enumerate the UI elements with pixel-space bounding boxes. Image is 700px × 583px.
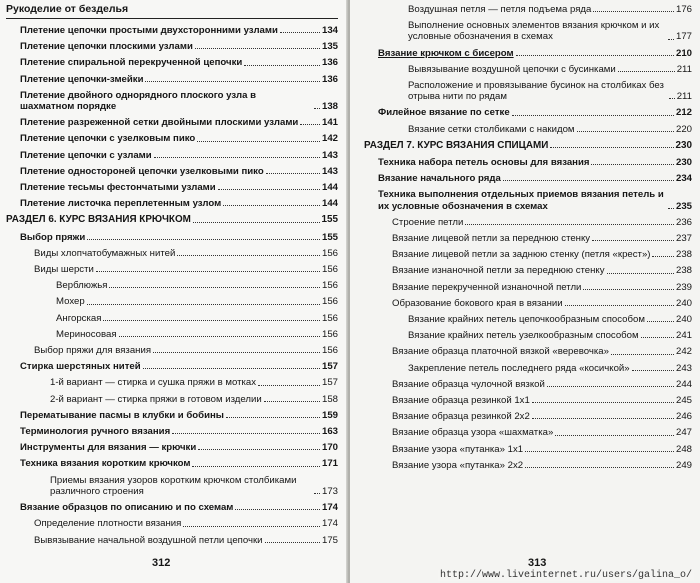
- toc-entry: [364, 379, 692, 390]
- toc-entry-page: 156: [321, 345, 338, 357]
- toc-entry-title: Вязание перекрученной изнаночной петли: [392, 281, 582, 293]
- toc-entry-title: Вязание образца платочной вязкой «веревочка»: [392, 346, 609, 358]
- toc-entry-page: 244: [675, 378, 692, 390]
- dot-leader: [264, 401, 320, 402]
- left-page: [0, 0, 348, 583]
- toc-entry: [364, 107, 692, 118]
- dot-leader: [96, 271, 320, 272]
- dot-leader: [525, 467, 674, 468]
- right-page-number: 313: [528, 557, 547, 569]
- dot-leader: [265, 542, 320, 543]
- dot-leader: [218, 189, 320, 190]
- toc-entry: [6, 475, 338, 497]
- dot-leader: [591, 164, 674, 165]
- dot-leader: [647, 321, 674, 322]
- toc-entry-title: Плетение цепочки с узелковым пико: [20, 133, 196, 145]
- toc-entry: [6, 232, 338, 243]
- watermark-url: http://www.liveinternet.ru/users/galina_o/: [439, 570, 692, 581]
- toc-entry-title: Ангорская: [56, 312, 102, 324]
- toc-entry-title: Мохер: [56, 296, 85, 308]
- dot-leader: [193, 222, 320, 223]
- left-page-number: 312: [152, 557, 171, 569]
- toc-entry-page: 138: [321, 101, 338, 113]
- toc-entry: [6, 329, 338, 340]
- dot-leader: [607, 273, 674, 274]
- dot-leader: [547, 386, 674, 387]
- toc-entry-page: 157: [321, 377, 338, 389]
- toc-entry: [364, 48, 692, 59]
- toc-entry-title: 2-й вариант — стирка пряжи в готовом изделии: [50, 393, 262, 405]
- toc-entry-title: Плетение спиральной перекрученной цепочки: [20, 57, 243, 69]
- dot-leader: [565, 305, 674, 306]
- toc-entry-title: Закрепление петель последнего ряда «косичкой»: [408, 362, 630, 374]
- toc-entry-page: 246: [675, 411, 692, 423]
- toc-entry-page: 238: [675, 249, 692, 261]
- toc-entry: [6, 182, 338, 193]
- toc-entry-page: 134: [321, 25, 338, 36]
- toc-entry-page: 163: [321, 426, 338, 438]
- dot-leader: [525, 451, 674, 452]
- dot-leader: [235, 509, 320, 510]
- dot-leader: [632, 370, 674, 371]
- toc-entry: [6, 296, 338, 307]
- toc-entry: [364, 64, 692, 75]
- toc-entry-title: Верблюжья: [56, 280, 108, 292]
- toc-entry-page: 157: [321, 361, 338, 373]
- toc-entry-title: Вязание крайних петель цепочкообразным способом: [408, 314, 645, 326]
- dot-leader: [512, 115, 674, 116]
- toc-entry-page: 144: [321, 182, 338, 194]
- toc-entry-title: Вязание узора «путанка» 1х1: [392, 443, 524, 455]
- toc-entry-page: 230: [675, 157, 692, 169]
- dot-leader: [300, 124, 320, 125]
- toc-entry: [6, 133, 338, 144]
- toc-entry-title: Строение петли: [392, 216, 464, 228]
- toc-entry-title: Плетение листочка переплетенным узлом: [20, 198, 222, 210]
- toc-entry-title: Вязание образца резинкой 1х1: [392, 395, 530, 407]
- toc-entry: [364, 427, 692, 438]
- toc-entry: [364, 330, 692, 341]
- toc-entry-title: Плетение тесьмы фестончатыми узлами: [20, 182, 216, 194]
- toc-entry-page: 156: [321, 328, 338, 340]
- toc-entry-title: РАЗДЕЛ 6. КУРС ВЯЗАНИЯ КРЮЧКОМ: [6, 214, 191, 226]
- toc-entry: [364, 124, 692, 135]
- toc-entry: [364, 80, 692, 102]
- left-toc-list: [6, 25, 338, 546]
- toc-entry-title: Плетение цепочки плоскими узлами: [20, 41, 193, 53]
- toc-entry-page: 235: [675, 200, 692, 212]
- dot-leader: [103, 320, 320, 321]
- dot-leader: [668, 208, 674, 209]
- toc-entry: [6, 458, 338, 469]
- toc-entry-title: Плетение одностороней цепочки узелковыми пико: [20, 165, 264, 177]
- right-toc-list: [364, 4, 692, 471]
- dot-leader: [611, 354, 674, 355]
- dot-leader: [172, 433, 320, 434]
- toc-entry: [6, 502, 338, 513]
- dot-leader: [516, 55, 674, 56]
- toc-entry-title: РАЗДЕЛ 7. КУРС ВЯЗАНИЯ СПИЦАМИ: [364, 139, 549, 151]
- toc-entry-page: 241: [675, 330, 692, 342]
- toc-entry: [364, 460, 692, 471]
- toc-entry-page: 156: [321, 264, 338, 276]
- toc-entry-page: 249: [675, 459, 692, 471]
- toc-entry: [6, 41, 338, 52]
- toc-entry-page: 238: [675, 265, 692, 277]
- toc-entry-title: Виды хлопчатобумажных нитей: [34, 247, 176, 259]
- toc-entry-page: 156: [321, 296, 338, 308]
- toc-entry-page: 135: [321, 41, 338, 53]
- toc-entry-title: Плетение цепочки простыми двухсторонними узлами: [20, 25, 278, 36]
- toc-entry-title: Вязание изнаночной петли за переднюю стенку: [392, 265, 605, 277]
- toc-entry: [364, 173, 692, 184]
- toc-entry-page: 174: [321, 518, 338, 530]
- dot-leader: [593, 11, 674, 12]
- toc-entry: [364, 314, 692, 325]
- toc-entry-title: Вязание сетки столбиками с накидом: [408, 123, 575, 135]
- toc-entry-title: Приемы вязания узоров коротким крючком столбиками различного строения: [50, 474, 297, 497]
- toc-entry-page: 141: [321, 117, 338, 129]
- dot-leader: [618, 71, 675, 72]
- dot-leader: [668, 39, 674, 40]
- dot-leader: [555, 435, 674, 436]
- toc-entry-page: 142: [321, 133, 338, 145]
- toc-entry-page: 239: [675, 281, 692, 293]
- dot-leader: [641, 337, 674, 338]
- toc-entry-page: 143: [321, 149, 338, 161]
- toc-entry-page: 236: [675, 216, 692, 228]
- toc-entry-page: 171: [321, 458, 338, 470]
- toc-entry-page: 211: [676, 91, 692, 103]
- toc-entry-title: 1-й вариант — стирка и сушка пряжи в мотках: [50, 377, 257, 389]
- toc-entry-page: 212: [675, 107, 692, 119]
- toc-entry-page: 230: [675, 139, 692, 151]
- toc-entry-page: 143: [321, 165, 338, 177]
- dot-leader: [183, 526, 320, 527]
- dot-leader: [550, 147, 673, 148]
- toc-entry: [6, 410, 338, 421]
- toc-entry-title: Инструменты для вязания — крючки: [20, 442, 197, 454]
- toc-entry-title: Вязание лицевой петли за переднюю стенку: [392, 233, 591, 245]
- toc-entry: [6, 74, 338, 85]
- dot-leader: [177, 255, 320, 256]
- toc-entry-title: Вывязывание начальной воздушной петли цепочки: [34, 534, 263, 546]
- toc-entry: [6, 264, 338, 275]
- toc-entry: [6, 442, 338, 453]
- toc-entry: [6, 25, 338, 36]
- toc-entry-title: Плетение двойного однорядного плоского узла в шахматном порядке: [20, 89, 257, 113]
- toc-entry: [6, 280, 338, 291]
- toc-entry-page: 173: [321, 485, 338, 497]
- toc-entry-title: Вязание лицевой петли за заднюю стенку (петля «крест»): [392, 249, 651, 261]
- toc-entry-page: 136: [321, 73, 338, 85]
- toc-entry: [6, 313, 338, 324]
- toc-entry-title: Плетение цепочки-змейки: [20, 73, 144, 85]
- toc-entry: [364, 282, 692, 293]
- toc-entry-page: 156: [321, 247, 338, 259]
- dot-leader: [244, 65, 320, 66]
- dot-leader: [258, 385, 320, 386]
- toc-entry-title: Вязание образца чулочной вязкой: [392, 378, 545, 390]
- toc-entry: [6, 117, 338, 128]
- toc-entry-title: Вязание образца узора «шахматка»: [392, 427, 554, 439]
- toc-entry: [6, 198, 338, 209]
- toc-entry: [364, 20, 692, 42]
- toc-entry: [6, 377, 338, 388]
- toc-entry-page: 248: [675, 443, 692, 455]
- toc-entry: [364, 346, 692, 357]
- toc-entry-page: 211: [676, 63, 692, 75]
- toc-entry-page: 175: [321, 534, 338, 546]
- toc-entry-title: Техника вязания коротким крючком: [20, 458, 191, 470]
- toc-entry-page: 174: [321, 502, 338, 514]
- toc-entry-page: 176: [675, 4, 692, 15]
- toc-entry-page: 156: [321, 312, 338, 324]
- dot-leader: [87, 239, 320, 240]
- toc-entry-title: Вязание крючком с бисером: [378, 47, 514, 59]
- dot-leader: [577, 131, 674, 132]
- toc-entry-page: 240: [675, 314, 692, 326]
- dot-leader: [109, 287, 320, 288]
- toc-entry: [6, 518, 338, 529]
- toc-entry-title: Вязание начального ряда: [378, 173, 501, 185]
- dot-leader: [223, 205, 320, 206]
- toc-entry-title: Виды шерсти: [34, 264, 94, 276]
- toc-entry: [364, 298, 692, 309]
- dot-leader: [532, 402, 674, 403]
- toc-entry-title: Стирка шерстяных нитей: [20, 361, 141, 373]
- toc-entry-title: Вывязывание воздушной цепочки с бусинками: [408, 63, 616, 75]
- toc-entry-title: Вязание образца резинкой 2х2: [392, 411, 530, 423]
- toc-entry-page: 155: [321, 231, 338, 243]
- toc-entry: [6, 248, 338, 259]
- toc-entry-title: Техника выполнения отдельных приемов вязания петель и их условные обозначения в схемах: [378, 189, 664, 212]
- dot-leader: [583, 289, 674, 290]
- toc-entry: [364, 4, 692, 15]
- toc-entry-title: Вязание крайних петель узелкообразным способом: [408, 330, 639, 342]
- toc-entry: [6, 57, 338, 68]
- toc-entry: [6, 535, 338, 546]
- dot-leader: [153, 352, 320, 353]
- toc-entry-page: 243: [675, 362, 692, 374]
- toc-entry-page: 234: [675, 173, 692, 185]
- toc-entry: [364, 217, 692, 228]
- toc-entry-page: 158: [321, 393, 338, 405]
- dot-leader: [87, 304, 320, 305]
- toc-entry-title: Расположение и провязывание бусинок на столбиках без отрыва нити по рядам: [408, 80, 664, 103]
- toc-entry-page: 242: [675, 346, 692, 358]
- toc-entry: [6, 90, 338, 112]
- toc-entry: [364, 249, 692, 260]
- right-page: [350, 0, 700, 583]
- toc-entry-title: Техника набора петель основы для вязания: [378, 157, 590, 169]
- dot-leader: [314, 493, 320, 494]
- toc-entry: [364, 411, 692, 422]
- toc-entry-title: Плетение цепочки с узлами: [20, 149, 152, 161]
- toc-entry: [6, 361, 338, 372]
- toc-entry-title: Перематывание пасмы в клубки и бобины: [20, 409, 224, 421]
- running-header: Рукоделие от безделья: [6, 2, 338, 19]
- toc-entry-title: Выбор пряжи для вязания: [34, 345, 152, 357]
- toc-entry: [364, 157, 692, 168]
- dot-leader: [197, 141, 320, 142]
- dot-leader: [198, 449, 320, 450]
- toc-entry: [364, 363, 692, 374]
- dot-leader: [192, 466, 320, 467]
- dot-leader: [143, 368, 320, 369]
- toc-entry: [364, 395, 692, 406]
- toc-entry-title: Вязание узора «путанка» 2х2: [392, 459, 524, 471]
- dot-leader: [592, 240, 674, 241]
- toc-entry-title: Образование бокового края в вязании: [392, 297, 563, 309]
- toc-entry-title: Мериносовая: [56, 328, 117, 340]
- toc-entry-page: 156: [321, 280, 338, 292]
- toc-entry-page: 237: [675, 233, 692, 245]
- toc-entry-title: Определение плотности вязания: [34, 518, 182, 530]
- dot-leader: [314, 108, 320, 109]
- toc-entry-title: Воздушная петля — петля подъема ряда: [408, 4, 592, 15]
- toc-entry: [6, 345, 338, 356]
- toc-entry-page: 240: [675, 297, 692, 309]
- dot-leader: [195, 48, 320, 49]
- toc-entry-page: 247: [675, 427, 692, 439]
- toc-entry-page: 144: [321, 198, 338, 210]
- toc-entry-page: 220: [675, 123, 692, 135]
- toc-entry-title: Выполнение основных элементов вязания крючком и их условные обозначения в схемах: [408, 20, 660, 43]
- toc-entry-page: 245: [675, 395, 692, 407]
- dot-leader: [119, 336, 320, 337]
- toc-entry: [6, 426, 338, 437]
- dot-leader: [226, 417, 320, 418]
- dot-leader: [145, 81, 320, 82]
- toc-entry-page: 177: [675, 31, 692, 43]
- toc-entry-title: Терминология ручного вязания: [20, 426, 171, 438]
- dot-leader: [154, 157, 320, 158]
- dot-leader: [503, 180, 674, 181]
- toc-entry-page: 159: [321, 409, 338, 421]
- toc-entry: [6, 166, 338, 177]
- toc-entry-title: Филейное вязание по сетке: [378, 107, 510, 119]
- toc-entry-page: 210: [675, 47, 692, 59]
- toc-entry: [364, 189, 692, 211]
- dot-leader: [669, 98, 675, 99]
- toc-entry-title: Выбор пряжи: [20, 231, 86, 243]
- dot-leader: [532, 418, 674, 419]
- toc-entry: [6, 394, 338, 405]
- toc-entry-page: 155: [321, 214, 338, 226]
- toc-section-heading: [6, 214, 338, 225]
- toc-entry: [6, 150, 338, 161]
- toc-section-heading: [364, 140, 692, 151]
- toc-entry-title: Плетение разреженной сетки двойными плоскими узлами: [20, 117, 299, 129]
- dot-leader: [266, 173, 320, 174]
- toc-entry-title: Вязание образцов по описанию и по схемам: [20, 502, 234, 514]
- toc-entry: [364, 444, 692, 455]
- dot-leader: [652, 256, 674, 257]
- toc-entry-page: 170: [321, 442, 338, 454]
- dot-leader: [280, 32, 320, 33]
- toc-entry: [364, 265, 692, 276]
- toc-entry-page: 136: [321, 57, 338, 69]
- dot-leader: [465, 224, 674, 225]
- toc-entry: [364, 233, 692, 244]
